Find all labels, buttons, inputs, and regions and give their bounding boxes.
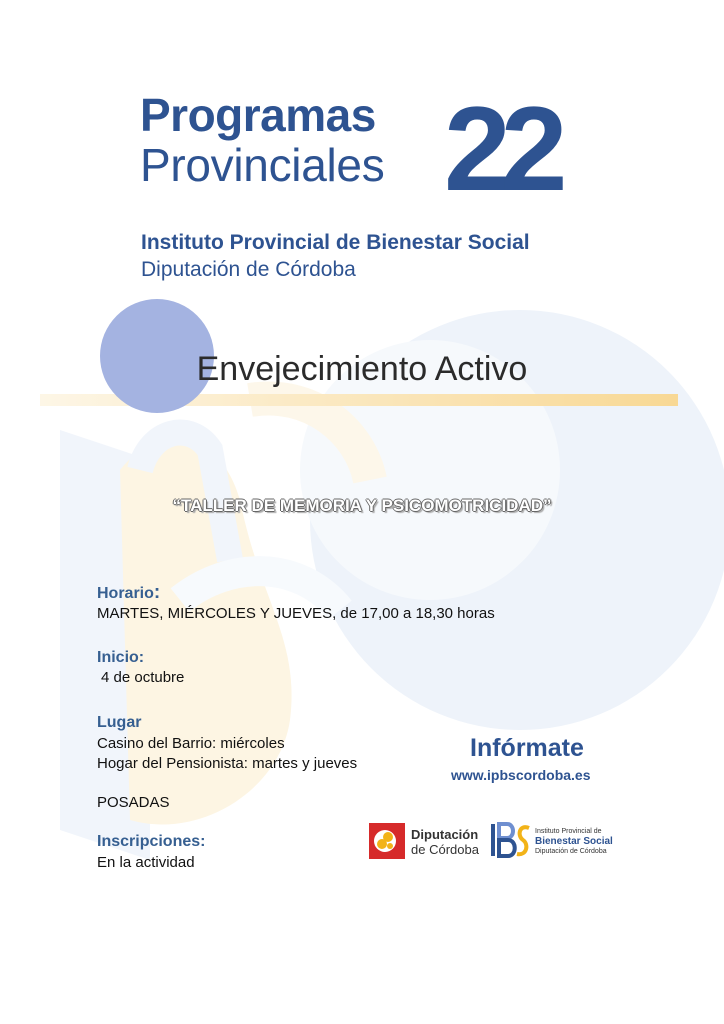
horario-label-text: Horario bbox=[97, 585, 154, 602]
title-programas: Programas bbox=[140, 89, 376, 141]
ipbs-logo-line-3: Diputación de Córdoba bbox=[535, 848, 607, 855]
title-provinciales: Provinciales bbox=[140, 139, 385, 191]
lugar-label: Lugar bbox=[97, 714, 142, 731]
institute-name: Instituto Provincial de Bienestar Social bbox=[141, 231, 530, 254]
horario-colon: : bbox=[153, 582, 161, 603]
workshop-title: “TALLER DE MEMORIA Y PSICOMOTRICIDAD” bbox=[172, 496, 552, 515]
lugar-line-1: Casino del Barrio: miércoles bbox=[97, 735, 285, 752]
diputacion-logo-line-1: Diputación bbox=[411, 827, 479, 842]
ipbs-logo-line-1: Instituto Provincial de bbox=[535, 828, 602, 835]
program-name: Envejecimiento Activo bbox=[196, 350, 528, 388]
horario-value: MARTES, MIÉRCOLES Y JUEVES, de 17,00 a 18,30 horas bbox=[97, 605, 495, 622]
horario-label bbox=[97, 582, 160, 604]
informate-heading: Infórmate bbox=[470, 734, 584, 762]
inscripciones-value: En la actividad bbox=[97, 854, 195, 871]
ipbs-logo bbox=[489, 820, 619, 862]
inscripciones-label: Inscripciones: bbox=[97, 833, 206, 850]
inicio-value: 4 de octubre bbox=[101, 669, 185, 686]
website-link[interactable]: www.ipbscordoba.es bbox=[451, 767, 591, 783]
diputacion-logo-line-2: de Córdoba bbox=[411, 842, 479, 857]
ipbs-logo-line-2: Bienestar Social bbox=[535, 836, 613, 847]
diputacion-emblem-icon bbox=[369, 823, 405, 859]
lugar-line-2: Hogar del Pensionista: martes y jueves bbox=[97, 755, 358, 772]
town-name: POSADAS bbox=[97, 794, 170, 811]
diputacion-logo bbox=[369, 821, 487, 861]
year-number: 22 bbox=[444, 82, 558, 216]
inicio-label: Inicio: bbox=[97, 649, 145, 666]
diputacion-name: Diputación de Córdoba bbox=[141, 258, 356, 281]
ipbs-emblem-icon bbox=[489, 820, 533, 860]
